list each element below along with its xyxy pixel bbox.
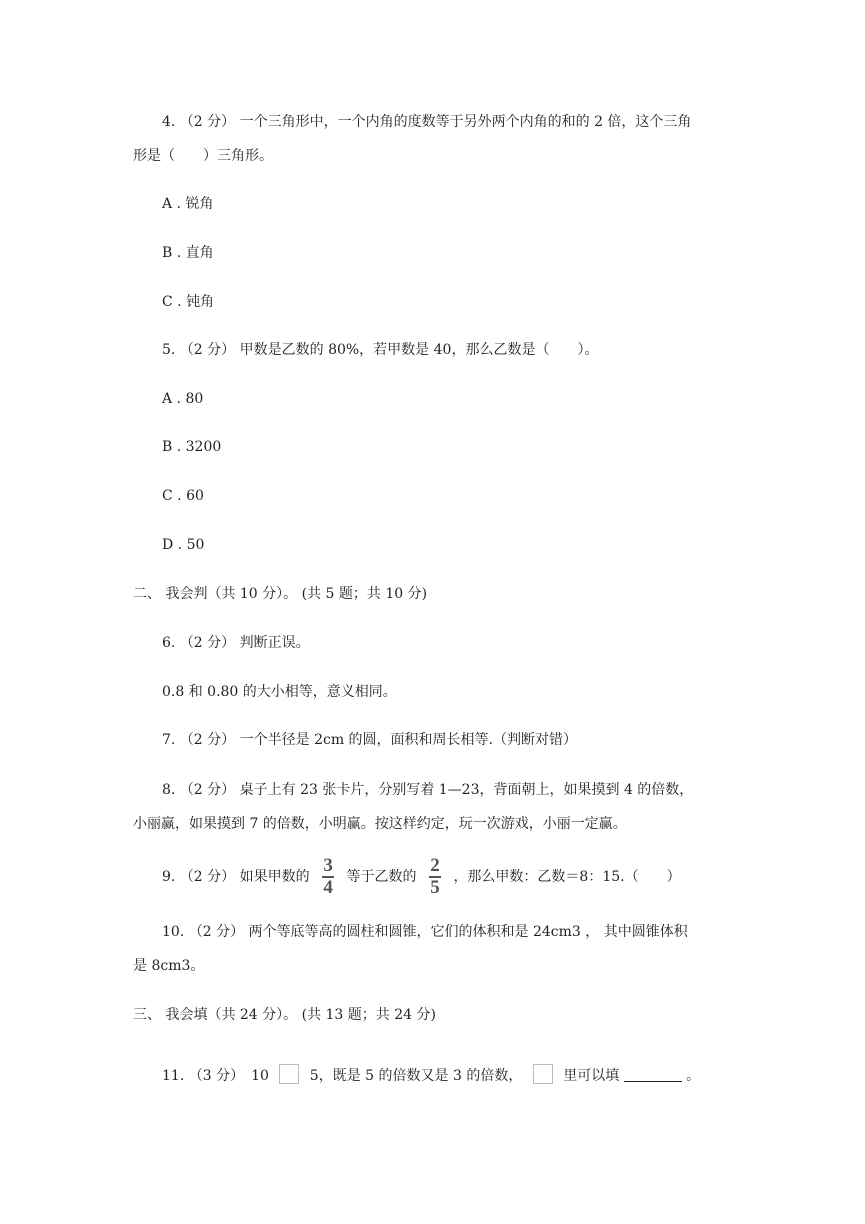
q11-suffix: 里可以填: [563, 1068, 620, 1084]
fraction-three-quarters: [322, 857, 334, 897]
fraction-numerator: 3: [323, 855, 333, 876]
q4-line2: 形是（ ）三角形。: [133, 148, 273, 164]
q5-option-d: D . 50: [162, 537, 205, 553]
q6-stem: 6. （2 分） 判断正误。: [162, 635, 310, 651]
q4-line1: 4. （2 分） 一个三角形中，一个内角的度数等于另外两个内角的和的 2 倍，这个三角: [162, 114, 692, 130]
q11-middle: 5，既是 5 的倍数又是 3 的倍数，: [309, 1068, 523, 1084]
q7-stem: 7. （2 分） 一个半径是 2cm 的圆，面积和周长相等.（判断对错）: [162, 732, 577, 748]
q4-option-a: A . 锐角: [162, 196, 214, 212]
q11-end: 。: [686, 1068, 701, 1084]
fraction-numerator: 2: [430, 855, 440, 876]
q11-line: [162, 1064, 700, 1086]
q11-prefix: 11. （3 分） 10: [162, 1068, 269, 1084]
q9-line: [162, 857, 681, 897]
fraction-two-fifths: [429, 857, 441, 897]
q9-prefix: 9. （2 分） 如果甲数的: [162, 869, 310, 885]
blank-box-icon: [279, 1064, 299, 1084]
q5-option-a: A . 80: [162, 391, 204, 407]
q9-middle: 等于乙数的: [346, 869, 417, 885]
q4-option-c: C . 钝角: [162, 294, 215, 310]
q9-suffix: ，那么甲数：乙数＝8：15.（ ）: [453, 869, 681, 885]
q5-stem: 5. （2 分） 甲数是乙数的 80%，若甲数是 40，那么乙数是（ ）。: [162, 342, 599, 358]
q10-line1: 10. （2 分） 两个等底等高的圆柱和圆锥，它们的体积和是 24cm3 ， 其中圆锥体积: [162, 924, 688, 940]
q4-option-b: B . 直角: [162, 245, 214, 261]
q5-option-c: C . 60: [162, 488, 204, 504]
fraction-denominator: 4: [323, 877, 333, 898]
q10-line2: 是 8cm3。: [133, 958, 205, 974]
section-3-heading: 三、 我会填（共 24 分）。 (共 13 题；共 24 分): [133, 1007, 436, 1023]
fraction-denominator: 5: [430, 877, 440, 898]
blank-box-icon: [533, 1064, 553, 1084]
section-2-heading: 二、 我会判（共 10 分）。 (共 5 题；共 10 分): [133, 586, 428, 602]
answer-blank[interactable]: [624, 1067, 682, 1082]
q5-option-b: B . 3200: [162, 439, 222, 455]
q6-text: 0.8 和 0.80 的大小相等，意义相同。: [162, 684, 397, 700]
q8-line2: 小丽赢，如果摸到 7 的倍数，小明赢。按这样约定，玩一次游戏，小丽一定赢。: [133, 816, 627, 832]
q8-line1: 8. （2 分） 桌子上有 23 张卡片，分别写着 1—23，背面朝上，如果摸到 4 的倍数，: [162, 782, 694, 798]
